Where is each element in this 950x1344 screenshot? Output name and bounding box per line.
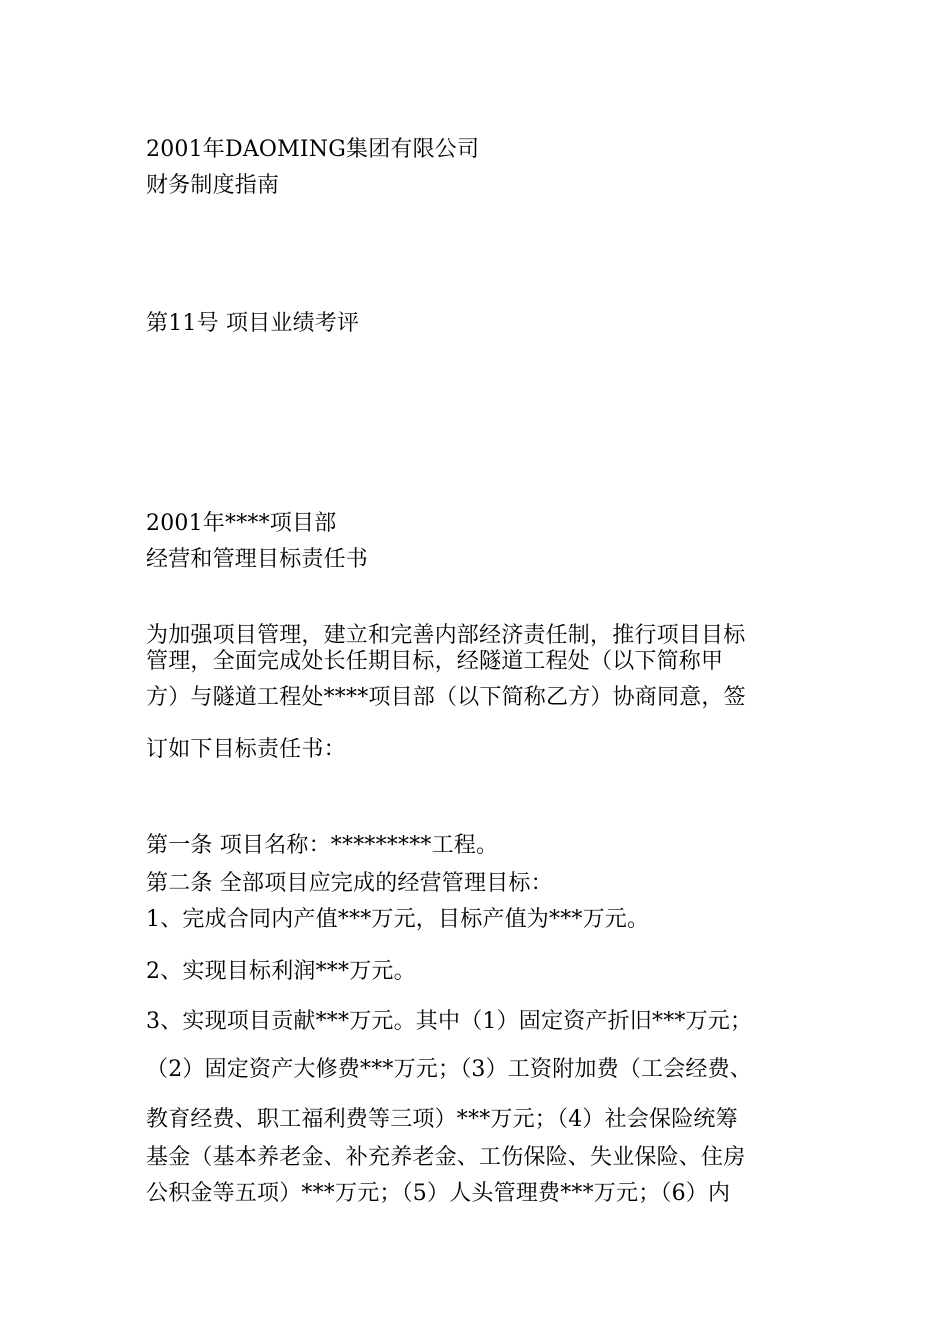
company-title: 2001年DAOMING集团有限公司: [146, 137, 480, 162]
list-item: 教育经费、职工福利费等三项）***万元；（4）社会保险统筹: [146, 1107, 738, 1132]
project-title: 2001年****项目部: [146, 511, 337, 536]
list-item: 1、完成合同内产值***万元，目标产值为***万元。: [146, 907, 650, 932]
list-item: 2、实现目标利润***万元。: [146, 959, 416, 984]
intro-line: 为加强项目管理，建立和完善内部经济责任制，推行项目目标: [146, 623, 746, 648]
responsibility-title: 经营和管理目标责任书: [146, 547, 369, 572]
list-item: 公积金等五项）***万元；（5）人头管理费***万元；（6）内: [146, 1181, 731, 1206]
guide-title: 财务制度指南: [146, 173, 280, 198]
intro-line: 方）与隧道工程处****项目部（以下简称乙方）协商同意，签: [146, 685, 746, 710]
article-two: 第二条 全部项目应完成的经营管理目标：: [146, 871, 553, 896]
intro-line: 管理，全面完成处长任期目标，经隧道工程处（以下简称甲: [146, 649, 724, 674]
list-item: （2）固定资产大修费***万元；（3）工资附加费（工会经费、: [146, 1057, 752, 1082]
article-one: 第一条 项目名称：*********工程。: [146, 833, 499, 858]
list-item: 基金（基本养老金、补充养老金、工伤保险、失业保险、住房: [146, 1145, 746, 1170]
document-number: 第11号 项目业绩考评: [146, 311, 360, 336]
list-item: 3、实现项目贡献***万元。其中（1）固定资产折旧***万元；: [146, 1009, 753, 1034]
intro-line: 订如下目标责任书：: [146, 737, 346, 762]
